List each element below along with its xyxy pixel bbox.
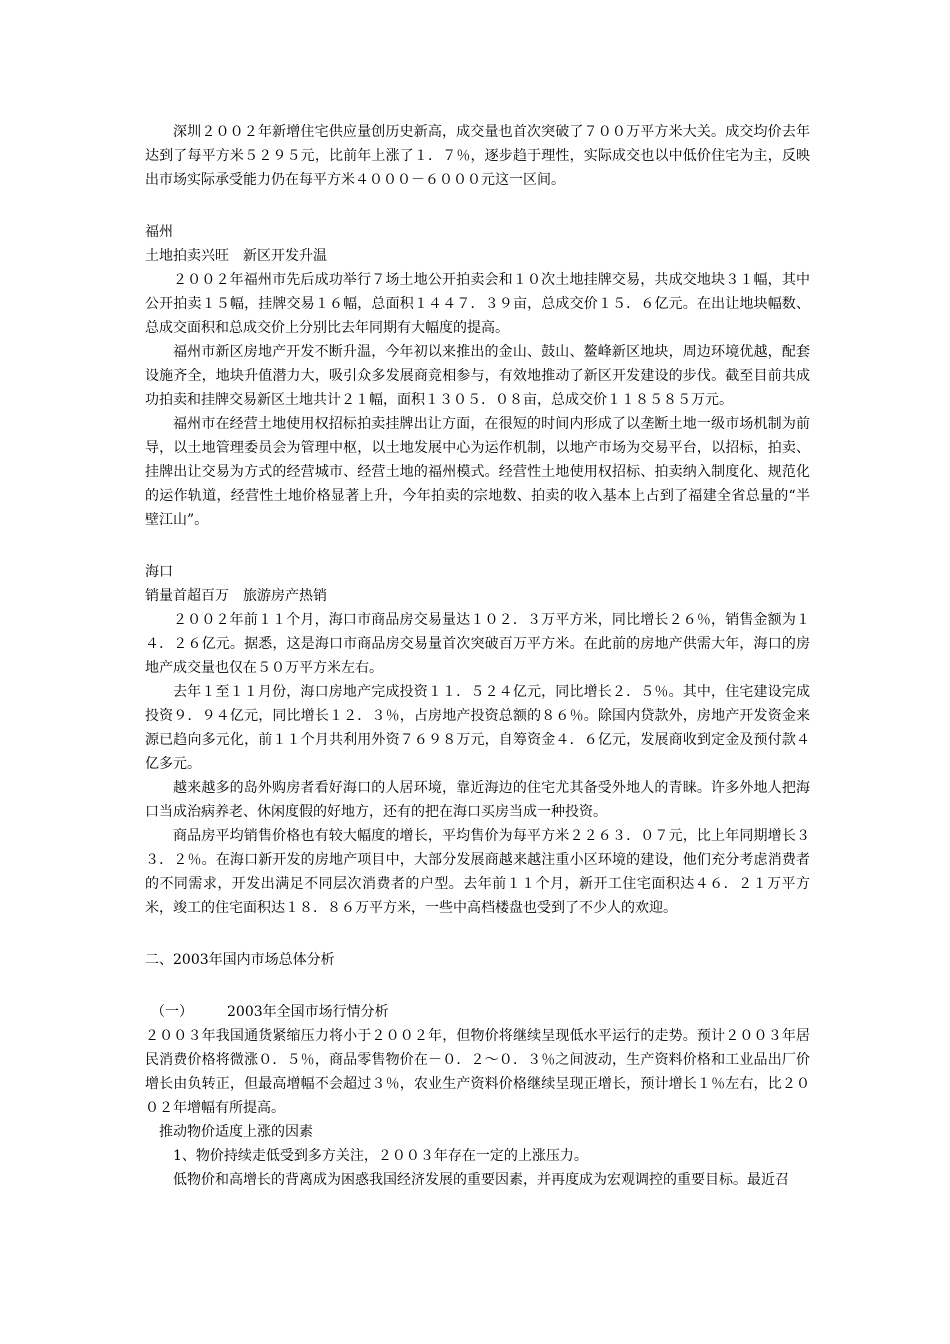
city-heading-fuzhou: 福州 [145,224,173,240]
section2-paragraph-1: ２００３年我国通货紧缩压力将小于２００２年，但物价将继续呈现低水平运行的走势。预计２００３年居民消费价格将微涨０．５％，商品零售物价在－０．２～０．３％之间波动，生产资料价格和工业品出厂价增长由负转正，但最高增幅不会超过３％，农业生产资料价格继续呈现正增长，预计增长１％左右，比２００２年增幅有所提高。 [145,1028,810,1116]
section-title: 二、2003年国内市场总体分析 [145,952,335,968]
shenzhen-paragraph: 深圳２００２年新增住宅供应量创历史新高，成交量也首次突破了７００万平方米大关。成交均价去年达到了每平方米５２９５元，比前年上涨了１．７％，逐步趋于理性，实际成交也以中低价住宅为主，反映出市场实际承受能力仍在每平方米４０００－６０００元这一区间。 [145,124,810,188]
subsection-number: （一） [151,1004,193,1020]
section2-paragraph-2: 低物价和高增长的背离成为困惑我国经济发展的重要因素，并再度成为宏观调控的重要目标。最近召 [173,1172,789,1188]
haikou-paragraph-4: 商品房平均销售价格也有较大幅度的增长，平均售价为每平方米２２６３．０７元，比上年同期增长３３．２％。在海口新开发的房地产项目中，大部分发展商越来越注重小区环境的建设，他们充分考虑消费者的不同需求，开发出满足不同层次消费者的户型。去年前１１个月，新开工住宅面积达４６．２１万平方米，竣工的住宅面积达１８．８６万平方米，一些中高档楼盘也受到了不少人的欢迎。 [145,828,810,916]
spacer [145,920,810,948]
spacer [145,972,810,1000]
haikou-paragraph-1: ２００２年前１１个月，海口市商品房交易量达１０２．３万平方米，同比增长２６％，销售金额为１４．２６亿元。据悉，这是海口市商品房交易量首次突破百万平方米。在此前的房地产供需大年，海口的房地产成交量也仅在５０万平方米左右。 [145,612,810,676]
spacer [145,532,810,560]
document-page [145,120,810,1192]
fuzhou-paragraph-2: 福州市新区房地产开发不断升温，今年初以来推出的金山、鼓山、鳌峰新区地块，周边环境优越，配套设施齐全，地块升值潜力大，吸引众多发展商竞相参与，有效地推动了新区开发建设的步伐。截至目前共成功拍卖和挂牌交易新区土地共计２１幅，面积１３０５．０８亩，总成交价１１８５８５万元。 [145,344,810,408]
fuzhou-paragraph-1: ２００２年福州市先后成功举行７场土地公开拍卖会和１０次土地挂牌交易，共成交地块３１幅，其中公开拍卖１５幅，挂牌交易１６幅，总面积１４４７．３９亩，总成交价１５．６亿元。在出让地块幅数、总成交面积和总成交价上分别比去年同期有大幅度的提高。 [145,272,810,336]
headline-haikou: 销量首超百万 旅游房产热销 [145,588,327,604]
fuzhou-paragraph-3: 福州市在经营土地使用权招标拍卖挂牌出让方面，在很短的时间内形成了以垄断土地一级市场机制为前导，以土地管理委员会为管理中枢，以土地发展中心为运作机制，以地产市场为交易平台，以招标，拍卖、挂牌出让交易为方式的经营城市、经营土地的福州模式。经营性土地使用权招标、拍卖纳入制度化、规范化的运作轨道，经营性土地价格显著上升，今年拍卖的宗地数、拍卖的收入基本上占到了福建全省总量的“半壁江山”。 [145,416,810,528]
subsection-heading [145,1000,810,1024]
headline-fuzhou: 土地拍卖兴旺 新区开发升温 [145,248,327,264]
factor-item-1: 1、物价持续走低受到多方关注，２００３年存在一定的上涨压力。 [173,1148,588,1164]
spacer [145,192,810,220]
haikou-paragraph-3: 越来越多的岛外购房者看好海口的人居环境，靠近海边的住宅尤其备受外地人的青睐。许多外地人把海口当成治病养老、休闲度假的好地方，还有的把在海口买房当成一种投资。 [145,780,810,820]
subsection-title: 2003年全国市场行情分析 [227,1004,389,1020]
haikou-paragraph-2: 去年１至１１月份，海口房地产完成投资１１．５２４亿元，同比增长２．５％。其中，住宅建设完成投资９．９４亿元，同比增长１２．３％，占房地产投资总额的８６％。除国内贷款外，房地产开发资金来源已趋向多元化，前１１个月共利用外资７６９８万元，自筹资金４．６亿元，发展商收到定金及预付款４亿多元。 [145,684,810,772]
city-heading-haikou: 海口 [145,564,173,580]
factors-heading: 推动物价适度上涨的因素 [159,1124,313,1140]
